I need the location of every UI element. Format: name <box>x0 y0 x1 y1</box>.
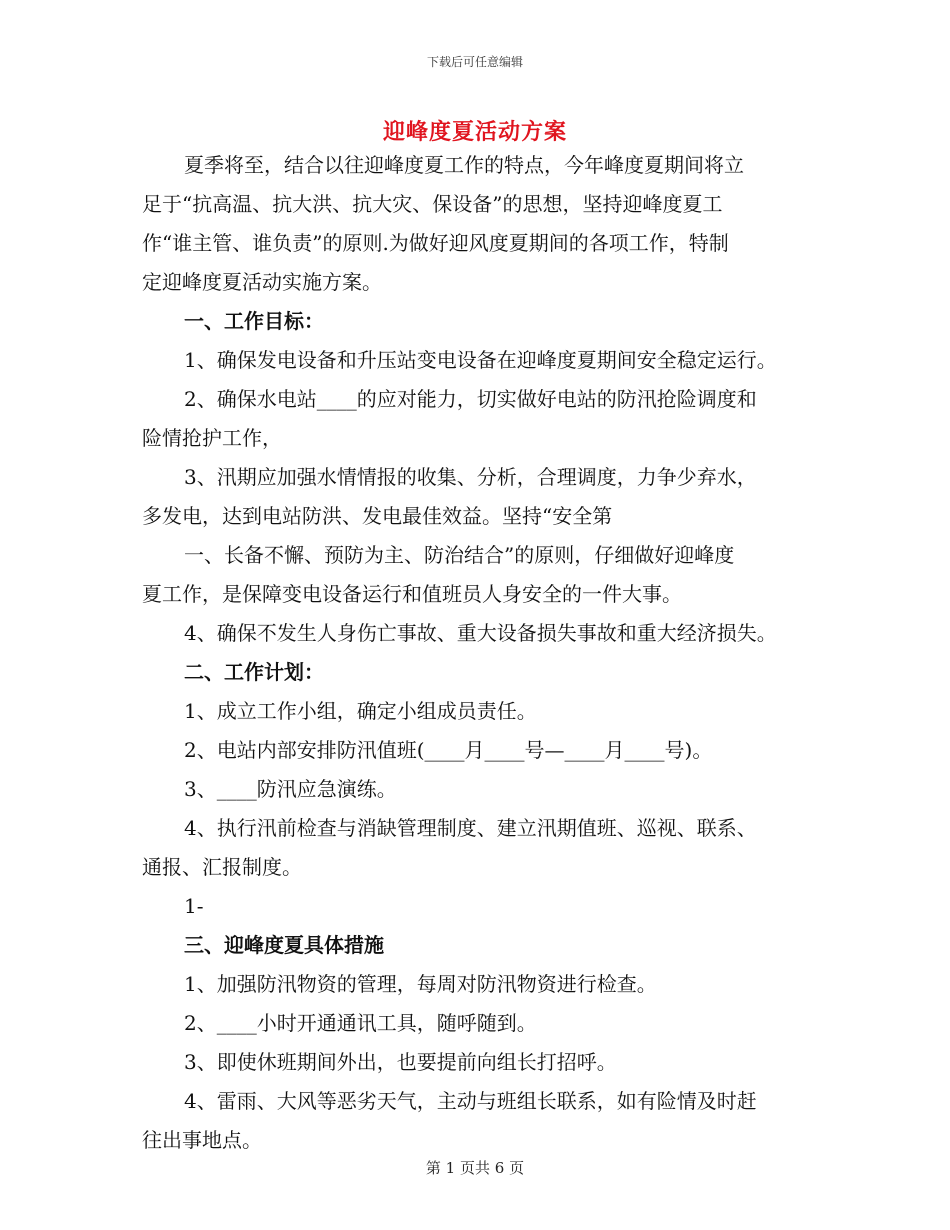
paragraph-line: 多发电，达到电站防洪、发电最佳效益。坚持“安全第 <box>142 504 613 528</box>
paragraph-line: 4、执行汛前检查与消缺管理制度、建立汛期值班、巡视、联系、 <box>184 816 757 840</box>
paragraph-line: 2、电站内部安排防汛值班(____月____号—____月____号)。 <box>184 738 713 762</box>
paragraph-line: 夏工作，是保障变电设备运行和值班员人身安全的一件大事。 <box>142 582 682 606</box>
paragraph-line: 作“谁主管、谁负责”的原则.为做好迎风度夏期间的各项工作，特制 <box>142 231 729 255</box>
paragraph-line: 夏季将至，结合以往迎峰度夏工作的特点，今年峰度夏期间将立 <box>184 153 744 177</box>
paragraph-line: 定迎峰度夏活动实施方案。 <box>142 270 382 294</box>
paragraph-line: 2、确保水电站____的应对能力，切实做好电站的防汛抢险调度和 <box>184 387 757 411</box>
paragraph-line: 往出事地点。 <box>142 1128 262 1152</box>
paragraph-line: 足于“抗高温、抗大洪、抗大灾、保设备”的思想，坚持迎峰度夏工 <box>142 192 723 216</box>
section-heading: 一、工作目标： <box>184 309 324 333</box>
section-heading: 三、迎峰度夏具体措施 <box>184 933 384 957</box>
paragraph-line: 3、汛期应加强水情情报的收集、分析，合理调度，力争少弃水， <box>184 465 757 489</box>
paragraph-line: 通报、汇报制度。 <box>142 855 302 879</box>
section-heading: 二、工作计划： <box>184 660 324 684</box>
paragraph-line: 1、确保发电设备和升压站变电设备在迎峰度夏期间安全稳定运行。 <box>184 348 777 372</box>
paragraph-line: 4、雷雨、大风等恶劣天气，主动与班组长联系，如有险情及时赶 <box>184 1089 757 1113</box>
paragraph-line: 4、确保不发生人身伤亡事故、重大设备损失事故和重大经济损失。 <box>184 621 777 645</box>
page-footer-number: 第 1 页共 6 页 <box>425 1159 525 1177</box>
paragraph-line: 3、即使休班期间外出，也要提前向组长打招呼。 <box>184 1050 617 1074</box>
paragraph-line: 1、成立工作小组，确定小组成员责任。 <box>184 699 537 723</box>
paragraph-line: 1、加强防汛物资的管理，每周对防汛物资进行检查。 <box>184 972 657 996</box>
document-body <box>142 146 822 1160</box>
paragraph-line: 3、____防汛应急演练。 <box>184 777 397 801</box>
document-title: 迎峰度夏活动方案 <box>382 119 567 145</box>
inline-page-marker: 1- <box>184 894 204 918</box>
page-header-note: 下载后可任意编辑 <box>426 55 523 69</box>
paragraph-line: 险情抢护工作， <box>142 426 282 450</box>
paragraph-line: 2、____小时开通通讯工具，随呼随到。 <box>184 1011 537 1035</box>
paragraph-line: 一、长备不懈、预防为主、防治结合”的原则，仔细做好迎峰度 <box>184 543 735 567</box>
